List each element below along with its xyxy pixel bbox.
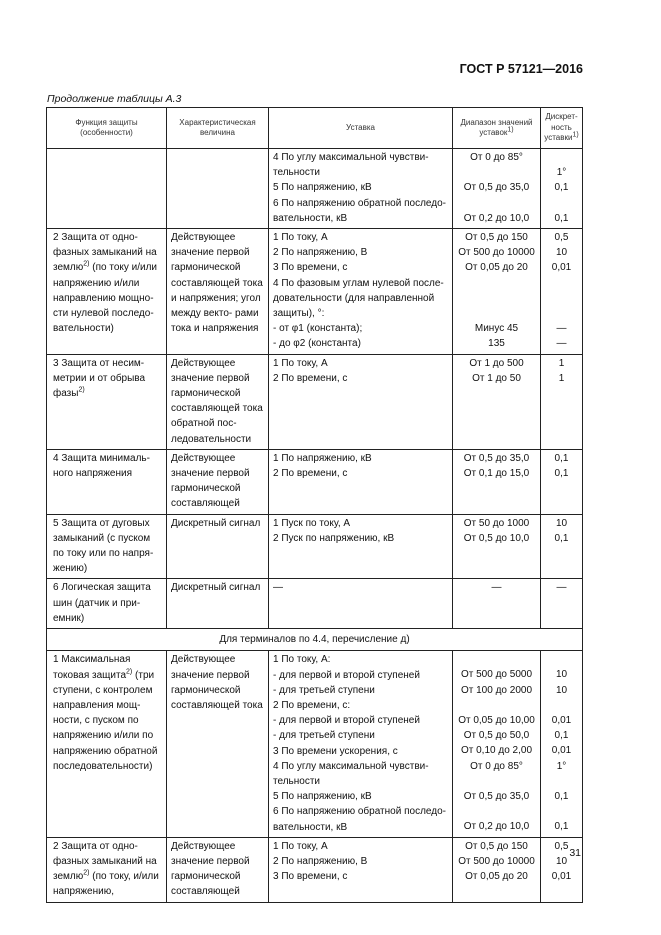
range-value: От 0,5 до 35,0: [463, 182, 530, 194]
step-value: 0,1: [554, 452, 569, 464]
range-value: От 0 до 85°: [470, 152, 523, 163]
characteristic-cell: Действующее значение первой гармонической составляющей тока: [167, 651, 269, 837]
range-value: От 0 до 85°: [470, 760, 523, 772]
range-value: От 50 до 1000: [463, 517, 530, 529]
range-cell: [453, 229, 541, 355]
setting-line: - для первой и второй ступеней: [273, 669, 420, 681]
setting-line: 1 По току, А:: [273, 654, 331, 666]
step-value: —: [556, 338, 567, 350]
range-value: [457, 291, 536, 306]
range-value: От 500 до 10000: [458, 247, 535, 259]
range-value: От 500 до 5000: [460, 669, 533, 681]
range-value: [457, 652, 536, 667]
characteristic-cell: [167, 149, 269, 229]
step-value: 1°: [556, 167, 567, 179]
setting-line: 3 По времени, с: [273, 871, 348, 883]
table-header-row: [47, 108, 583, 149]
step-value: 0,1: [554, 212, 569, 224]
characteristic-cell: Дискретный сигнал: [167, 514, 269, 579]
step-value: 10: [555, 669, 568, 681]
step-value: 0,01: [551, 871, 572, 883]
range-value: От 0,1 до 15,0: [463, 468, 530, 480]
setting-line: 3 По времени, с: [273, 262, 348, 274]
col-header-characteristic: Характеристическая величина: [167, 108, 269, 149]
step-value: 0,1: [554, 182, 569, 194]
range-cell: [453, 837, 541, 902]
step-cell: [541, 149, 583, 229]
step-value: 0,1: [554, 821, 569, 833]
range-value: От 100 до 2000: [460, 684, 533, 696]
characteristic-cell: Действующее значение первой гармонической составляющей тока и напряжения; угол между векто- рами тока и напряжения: [167, 229, 269, 355]
step-value: 0,5: [554, 232, 569, 244]
step-value: 1: [558, 372, 565, 384]
table-row: [47, 514, 583, 579]
range-value: От 1 до 50: [472, 372, 521, 384]
step-value: —: [556, 323, 567, 335]
setting-line: 6 По напряжению обратной последо-: [273, 806, 446, 818]
setting-line: защиты), °:: [273, 308, 325, 320]
range-value: —: [491, 582, 502, 594]
range-value: От 0,5 до 10,0: [463, 532, 530, 544]
range-value: От 0,10 до 2,00: [460, 745, 532, 757]
step-cell: [541, 354, 583, 449]
range-value: От 0,5 до 50,0: [463, 730, 530, 742]
setting-cell: [269, 449, 453, 514]
range-value: [457, 165, 536, 180]
setting-line: 2 По времени, с: [273, 468, 348, 480]
range-value: От 0,5 до 35,0: [463, 791, 530, 803]
setting-line: 5 По напряжению, кВ: [273, 791, 372, 803]
table-row: [47, 354, 583, 449]
section-title: Для терминалов по 4.4, перечисление д): [47, 629, 583, 651]
characteristic-cell: Действующее значение первой гармонической составляющей: [167, 837, 269, 902]
setting-line: 1 По току, А: [273, 840, 328, 852]
table-caption: Продолжение таблицы А.3: [47, 93, 182, 105]
setting-line: 1 По напряжению, кВ: [273, 452, 372, 464]
range-value: От 500 до 10000: [458, 855, 535, 867]
setting-cell: [269, 229, 453, 355]
setting-line: 2 По времени, с: [273, 372, 348, 384]
step-value: 10: [555, 855, 568, 867]
setting-line: 2 По напряжению, В: [273, 247, 368, 259]
setting-line: 2 Пуск по напряжению, кВ: [273, 532, 395, 544]
range-cell: [453, 449, 541, 514]
characteristic-cell: Дискретный сигнал: [167, 579, 269, 629]
protection-function-cell: 3 Защита от несим- метрии и от обрыва фазы$^{2)}$: [47, 354, 167, 449]
table-row: [47, 837, 583, 902]
setting-line: 1 Пуск по току, А: [273, 517, 351, 529]
setting-line: - для третьей ступени: [273, 730, 375, 742]
setting-cell: [269, 579, 453, 629]
setting-line: 1 По току, А: [273, 357, 328, 369]
setting-line: довательности (для направленной: [273, 292, 435, 304]
range-value: [457, 698, 536, 713]
range-value: [457, 306, 536, 321]
setting-line: —: [273, 582, 283, 594]
range-cell: [453, 651, 541, 837]
step-value: 0,1: [554, 730, 569, 742]
setting-line: - для первой и второй ступеней: [273, 715, 420, 727]
step-value: [545, 698, 578, 713]
step-cell: [541, 579, 583, 629]
range-value: От 0,2 до 10,0: [463, 821, 530, 833]
protection-function-cell: 5 Защита от дуговых замыканий (с пуском по току или по напря- жению): [47, 514, 167, 579]
range-value: От 0,5 до 35,0: [463, 452, 530, 464]
range-value: Минус 45: [474, 323, 519, 335]
table-row: [47, 651, 583, 837]
setting-line: 2 По времени, с:: [273, 699, 351, 711]
range-value: От 0,5 до 150: [465, 232, 528, 244]
step-value: 0,01: [551, 745, 572, 757]
step-value: [545, 804, 578, 819]
setting-cell: [269, 354, 453, 449]
document-code: ГОСТ Р 57121—2016: [459, 62, 583, 76]
range-cell: [453, 354, 541, 449]
step-value: 10: [555, 247, 568, 259]
col-header-function: Функция защиты (особенности): [47, 108, 167, 149]
step-value: 10: [555, 517, 568, 529]
page-number: 31: [569, 847, 581, 859]
step-value: [545, 150, 578, 165]
range-value: От 0,05 до 20: [465, 262, 528, 274]
step-value: [545, 774, 578, 789]
step-value: 0,1: [554, 468, 569, 480]
protection-function-cell: 4 Защита минималь- ного напряжения: [47, 449, 167, 514]
step-value: 0,01: [551, 262, 572, 274]
settings-table: [46, 107, 583, 903]
step-value: 0,1: [554, 532, 569, 544]
setting-cell: [269, 514, 453, 579]
setting-line: вательности, кВ: [273, 821, 348, 833]
protection-function-cell: 2 Защита от одно- фазных замыканий на землю$^{2)}$ (по току и/или напряжению и/или направлению мощно- сти нулевой последо- вательности): [47, 229, 167, 355]
protection-function-cell: 6 Логическая защита шин (датчик и при- емник): [47, 579, 167, 629]
table-row: [47, 149, 583, 229]
col-header-range: Диапазон значений уставок$^{1)}$: [453, 108, 541, 149]
protection-function-cell: 1 Максимальная токовая защита$^{2)}$ (три ступени, с контролем направления мощ- ности, с пуском по напряжению и/или по напряжению обратной последовательности): [47, 651, 167, 837]
step-cell: [541, 449, 583, 514]
range-value: От 0,5 до 150: [465, 840, 528, 852]
protection-function-cell: 2 Защита от одно- фазных замыканий на землю$^{2)}$ (по току, и/или напряжению,: [47, 837, 167, 902]
range-value: [457, 196, 536, 211]
step-value: 10: [555, 684, 568, 696]
col-header-step: Дискрет- ность уставки$^{1)}$: [541, 108, 583, 149]
setting-line: вательности, кВ: [273, 212, 348, 224]
range-value: [457, 804, 536, 819]
setting-line: - для третьей ступени: [273, 684, 375, 696]
step-cell: [541, 229, 583, 355]
range-value: От 0,05 до 20: [465, 871, 528, 883]
setting-line: 4 По фазовым углам нулевой после-: [273, 277, 444, 289]
range-value: [457, 774, 536, 789]
setting-line: - от φ1 (константа);: [273, 323, 363, 335]
setting-cell: [269, 837, 453, 902]
step-value: 0,01: [551, 715, 572, 727]
setting-line: 6 По напряжению обратной последо-: [273, 197, 446, 209]
section-row: [47, 629, 583, 651]
table-row: [47, 579, 583, 629]
step-value: 0,5: [554, 840, 569, 852]
characteristic-cell: Действующее значение первой гармонической составляющей: [167, 449, 269, 514]
setting-line: 4 По углу максимальной чувстви-: [273, 760, 429, 772]
step-cell: [541, 651, 583, 837]
step-value: 0,1: [554, 791, 569, 803]
setting-line: 4 По углу максимальной чувстви-: [273, 152, 429, 163]
setting-line: 5 По напряжению, кВ: [273, 182, 372, 194]
range-value: [457, 276, 536, 291]
step-value: 1: [558, 357, 565, 369]
step-value: [545, 276, 578, 291]
setting-cell: [269, 149, 453, 229]
step-cell: [541, 514, 583, 579]
range-cell: [453, 514, 541, 579]
table-row: [47, 229, 583, 355]
characteristic-cell: Действующее значение первой гармонической составляющей тока обратной пос- ледовательности: [167, 354, 269, 449]
setting-line: 1 По току, А: [273, 232, 328, 244]
protection-function-cell: [47, 149, 167, 229]
step-value: [545, 291, 578, 306]
range-value: От 0,2 до 10,0: [463, 212, 530, 224]
range-value: От 0,05 до 10,00: [458, 715, 535, 727]
col-header-setting: Уставка: [269, 108, 453, 149]
setting-cell: [269, 651, 453, 837]
step-value: [545, 306, 578, 321]
range-cell: [453, 149, 541, 229]
setting-line: тельности: [273, 167, 320, 179]
range-cell: [453, 579, 541, 629]
setting-line: тельности: [273, 775, 320, 787]
step-value: [545, 652, 578, 667]
table-row: [47, 449, 583, 514]
setting-line: 2 По напряжению, В: [273, 855, 368, 867]
range-value: От 1 до 500: [469, 357, 524, 369]
step-value: —: [556, 582, 567, 594]
step-value: [545, 196, 578, 211]
step-value: 1°: [556, 760, 567, 772]
setting-line: 3 По времени ускорения, с: [273, 745, 398, 757]
setting-line: - до φ2 (константа): [273, 338, 361, 350]
range-value: 135: [488, 338, 505, 350]
